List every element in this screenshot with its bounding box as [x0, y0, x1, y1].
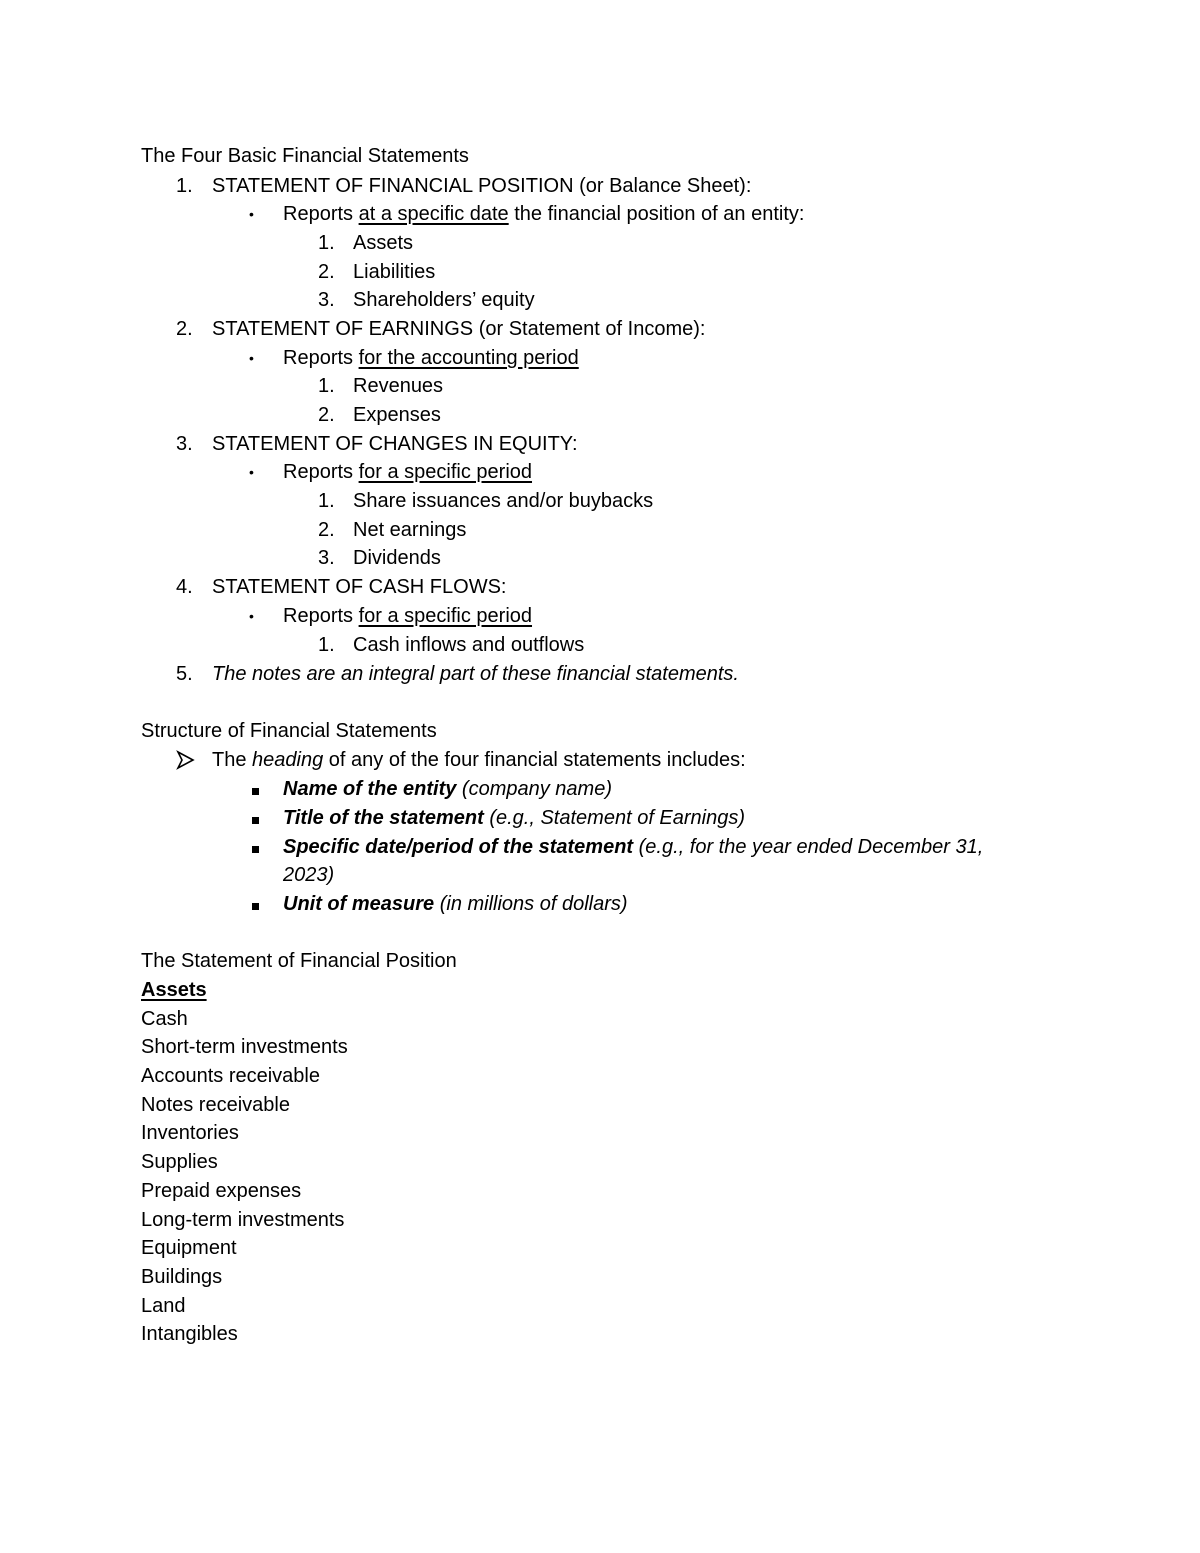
list-number: 5. — [176, 663, 193, 685]
assets-heading: Assets — [141, 979, 207, 1001]
heading-part: Name of the entity (company name) — [283, 778, 612, 800]
list-number: 1. — [318, 375, 335, 397]
square-bullet-icon — [252, 806, 259, 830]
statement-description: Reports for a specific period — [283, 605, 533, 627]
bullet-icon: • — [249, 464, 254, 480]
square-bullet-icon — [252, 892, 259, 916]
heading-part: Specific date/period of the statement (e.g., for the year ended December 31, — [283, 836, 984, 858]
asset-item: Buildings — [141, 1266, 223, 1288]
list-item: Dividends — [353, 547, 441, 569]
asset-item: Supplies — [141, 1151, 218, 1173]
list-item: Expenses — [353, 404, 441, 426]
statement-heading: STATEMENT OF FINANCIAL POSITION (or Balance Sheet): — [212, 175, 752, 197]
list-item: Liabilities — [353, 261, 436, 283]
asset-item: Equipment — [141, 1237, 237, 1259]
statement-heading: STATEMENT OF CASH FLOWS: — [212, 576, 507, 598]
statement-description: Reports for the accounting period — [283, 347, 579, 369]
asset-item: Notes receivable — [141, 1094, 290, 1116]
square-bullet-icon — [252, 835, 259, 859]
bullet-icon: • — [249, 608, 254, 624]
asset-item: Inventories — [141, 1122, 239, 1144]
list-number: 3. — [318, 289, 335, 311]
list-item: Revenues — [353, 375, 444, 397]
asset-item: Long-term investments — [141, 1209, 345, 1231]
heading-part-continuation: 2023) — [283, 864, 335, 886]
heading-part: Title of the statement (e.g., Statement of Earnings) — [283, 807, 746, 829]
list-number: 2. — [318, 261, 335, 283]
list-number: 2. — [176, 318, 193, 340]
section-title-four-statements: The Four Basic Financial Statements — [141, 145, 469, 167]
square-bullet-icon — [252, 777, 259, 801]
statement-description: Reports for a specific period — [283, 461, 533, 483]
statement-heading: STATEMENT OF CHANGES IN EQUITY: — [212, 433, 578, 455]
section-title-structure: Structure of Financial Statements — [141, 720, 437, 742]
list-number: 3. — [318, 547, 335, 569]
asset-item: Accounts receivable — [141, 1065, 320, 1087]
asset-item: Land — [141, 1295, 186, 1317]
bullet-icon: • — [249, 206, 254, 222]
list-item: Share issuances and/or buybacks — [353, 490, 654, 512]
list-item: Cash inflows and outflows — [353, 634, 585, 656]
asset-item: Short-term investments — [141, 1036, 348, 1058]
list-number: 2. — [318, 404, 335, 426]
list-item: Net earnings — [353, 519, 467, 541]
list-number: 1. — [318, 490, 335, 512]
asset-item: Cash — [141, 1008, 188, 1030]
list-number: 1. — [318, 634, 335, 656]
list-number: 3. — [176, 433, 193, 455]
asset-item: Intangibles — [141, 1323, 238, 1345]
heading-part: Unit of measure (in millions of dollars) — [283, 893, 628, 915]
statement-description: Reports at a specific date the financial position of an entity: — [283, 203, 805, 225]
statement-heading: STATEMENT OF EARNINGS (or Statement of Income): — [212, 318, 706, 340]
list-item: Shareholders’ equity — [353, 289, 535, 311]
asset-item: Prepaid expenses — [141, 1180, 302, 1202]
list-number: 2. — [318, 519, 335, 541]
list-number: 1. — [318, 232, 335, 254]
list-number: 1. — [176, 175, 193, 197]
list-number: 4. — [176, 576, 193, 598]
heading-description: The heading of any of the four financial statements includes: — [212, 749, 746, 771]
notes-remark: The notes are an integral part of these financial statements. — [212, 663, 739, 685]
arrow-bullet-icon — [176, 748, 196, 772]
bullet-icon: • — [249, 350, 254, 366]
section-title-financial-position: The Statement of Financial Position — [141, 950, 457, 972]
list-item: Assets — [353, 232, 414, 254]
